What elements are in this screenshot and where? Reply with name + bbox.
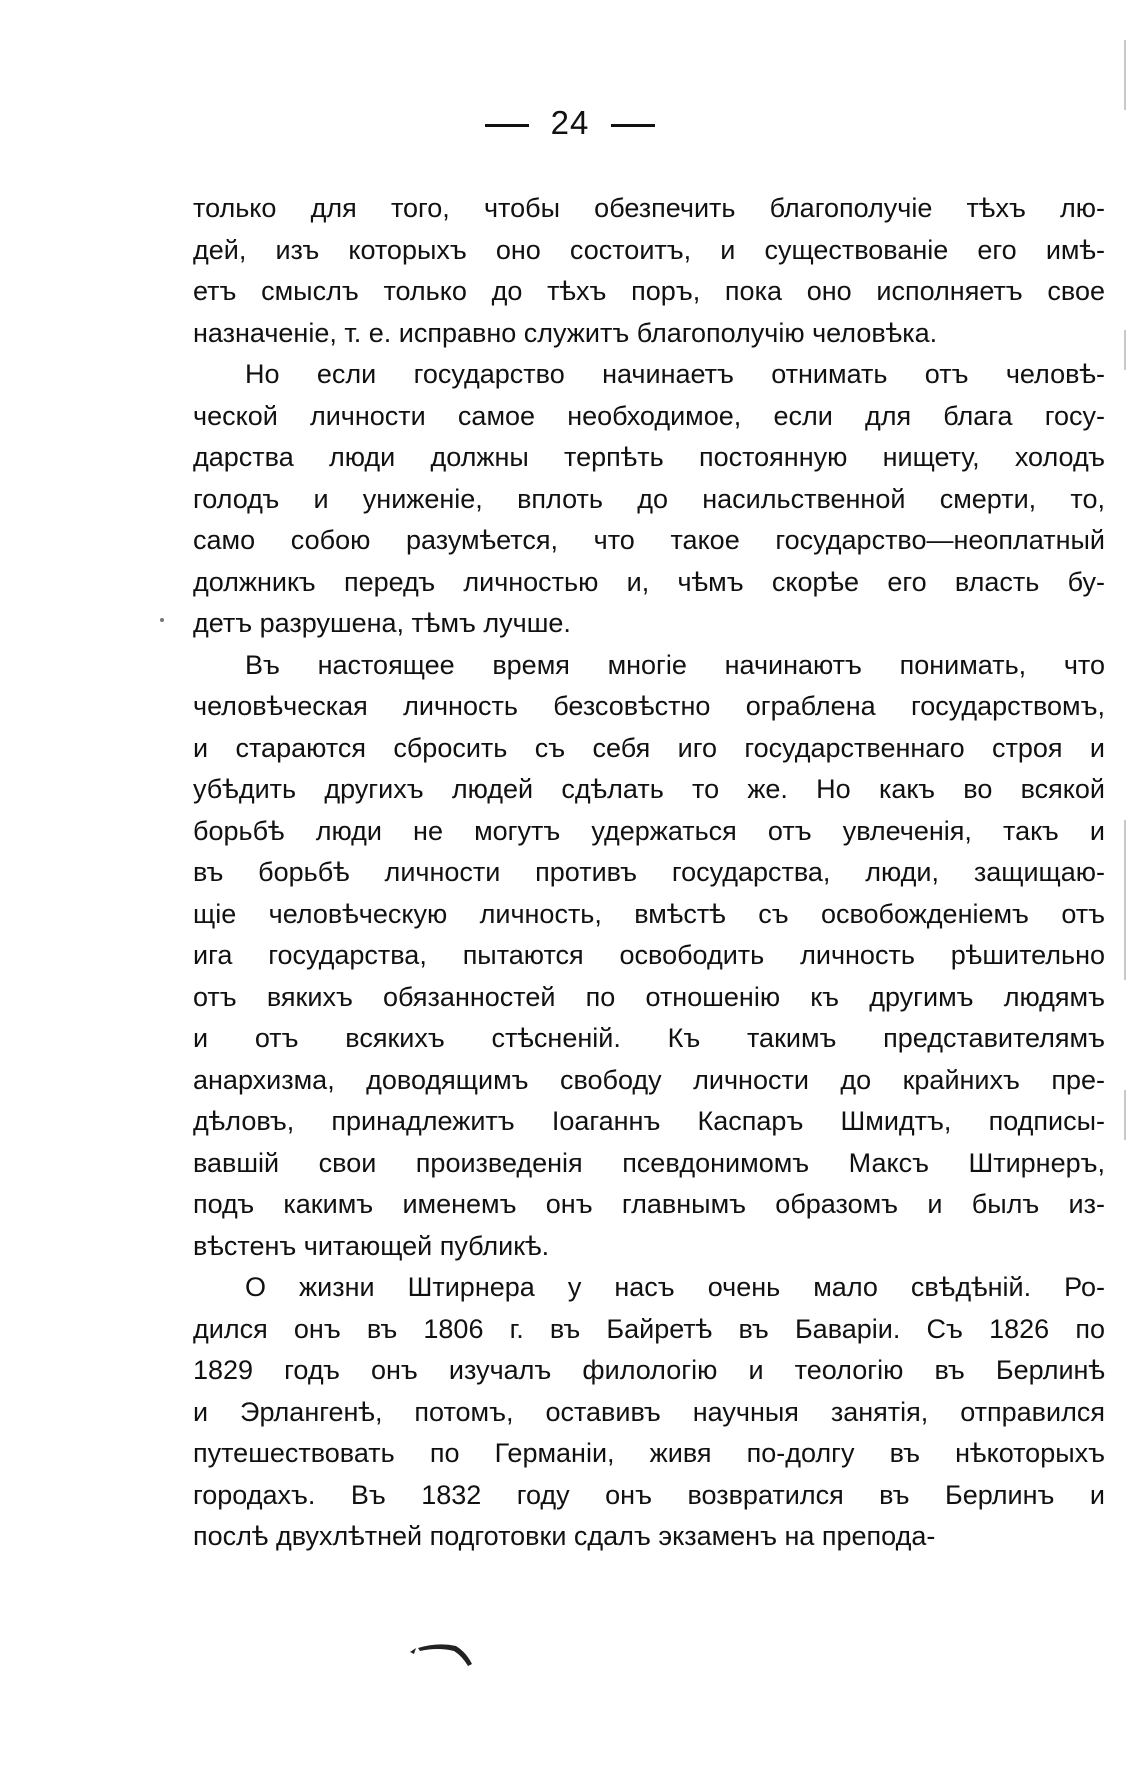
- text-line: голодъ и униженіе, вплоть до насильственной смерти, то,: [193, 483, 1105, 514]
- body-text: [193, 188, 1105, 1558]
- text-line: борьбѣ люди не могутъ удержаться отъ увлеченія, такъ и: [193, 815, 1105, 846]
- text-line: дѣловъ, принадлежитъ Іоаганнъ Каспаръ Шмидтъ, подписы-: [193, 1106, 1105, 1136]
- stray-ink-dot: [160, 618, 164, 622]
- text-line: дарства люди должны терпѣть постоянную нищету, холодъ: [193, 442, 1105, 472]
- text-line: подъ какимъ именемъ онъ главнымъ образомъ и былъ из-: [193, 1189, 1105, 1219]
- text-line: етъ смыслъ только до тѣхъ поръ, пока оно исполняетъ свое: [193, 276, 1105, 306]
- text-line: О жизни Штирнера у насъ очень мало свѣдѣній. Ро-: [245, 1272, 1105, 1302]
- page-edge-shadow: [1120, 0, 1126, 1768]
- text-line: путешествовать по Германіи, живя по-долгу въ нѣкоторыхъ: [193, 1438, 1105, 1468]
- text-line: назначеніе, т. е. исправно служитъ благополучію человѣка.: [193, 317, 938, 348]
- text-line: щіе человѣческую личность, вмѣстѣ съ освобожденіемъ отъ: [193, 898, 1105, 929]
- text-line: 1829 годъ онъ изучалъ филологію и теологію въ Берлинѣ: [193, 1355, 1105, 1385]
- text-line: вѣстенъ читающей публикѣ.: [193, 1230, 550, 1261]
- text-line: городахъ. Въ 1832 году онъ возвратился въ Берлинъ и: [193, 1479, 1105, 1510]
- text-line: дился онъ въ 1806 г. въ Байретѣ въ Баваріи. Съ 1826 по: [193, 1313, 1105, 1344]
- paragraph: [193, 1267, 1105, 1558]
- text-line: Но если государство начинаетъ отнимать отъ человѣ-: [245, 359, 1105, 389]
- text-line: вавшій свои произведенія псевдонимомъ Максъ Штирнеръ,: [193, 1147, 1105, 1178]
- text-line: въ борьбѣ личности противъ государства, люди, защищаю-: [193, 857, 1105, 887]
- page-number: [0, 104, 1140, 142]
- text-line: убѣдить другихъ людей сдѣлать то же. Но какъ во всякой: [193, 774, 1105, 804]
- paragraph: [193, 645, 1105, 1268]
- text-line: анархизма, доводящимъ свободу личности до крайнихъ пре-: [193, 1064, 1105, 1095]
- text-line: ига государства, пытаются освободить личность рѣшительно: [193, 940, 1105, 970]
- text-line: дей, изъ которыхъ оно состоитъ, и существованіе его имѣ-: [193, 234, 1105, 265]
- text-line: Въ настоящее время многіе начинаютъ понимать, что: [245, 649, 1105, 680]
- ink-scribble-mark: [408, 1634, 488, 1674]
- paragraph: [193, 354, 1105, 645]
- paragraph: [193, 188, 1105, 354]
- text-line: только для того, чтобы обезпечить благополучіе тѣхъ лю-: [193, 193, 1105, 223]
- text-line: ческой личности самое необходимое, если для блага госу-: [193, 400, 1105, 431]
- text-line: и стараются сбросить съ себя иго государственнаго строя и: [193, 732, 1105, 763]
- page-number-value: 24: [550, 104, 590, 141]
- page-number-left-dash: [485, 124, 529, 127]
- text-line: должникъ передъ личностью и, чѣмъ скорѣе его власть бу-: [193, 566, 1105, 597]
- text-line: детъ разрушена, тѣмъ лучше.: [193, 608, 571, 638]
- text-line: человѣческая личность безсовѣстно ограблена государствомъ,: [193, 691, 1105, 721]
- text-line: и отъ всякихъ стѣсненій. Къ такимъ представителямъ: [193, 1023, 1105, 1053]
- text-line: послѣ двухлѣтней подготовки сдалъ экзаменъ на препода-: [193, 1521, 936, 1551]
- page-number-right-dash: [611, 124, 655, 127]
- text-line: само собою разумѣется, что такое государство—неоплатный: [193, 525, 1105, 555]
- text-line: отъ вякихъ обязанностей по отношенію къ другимъ людямъ: [193, 981, 1105, 1012]
- text-line: и Эрлангенѣ, потомъ, оставивъ научныя занятія, отправился: [193, 1396, 1105, 1427]
